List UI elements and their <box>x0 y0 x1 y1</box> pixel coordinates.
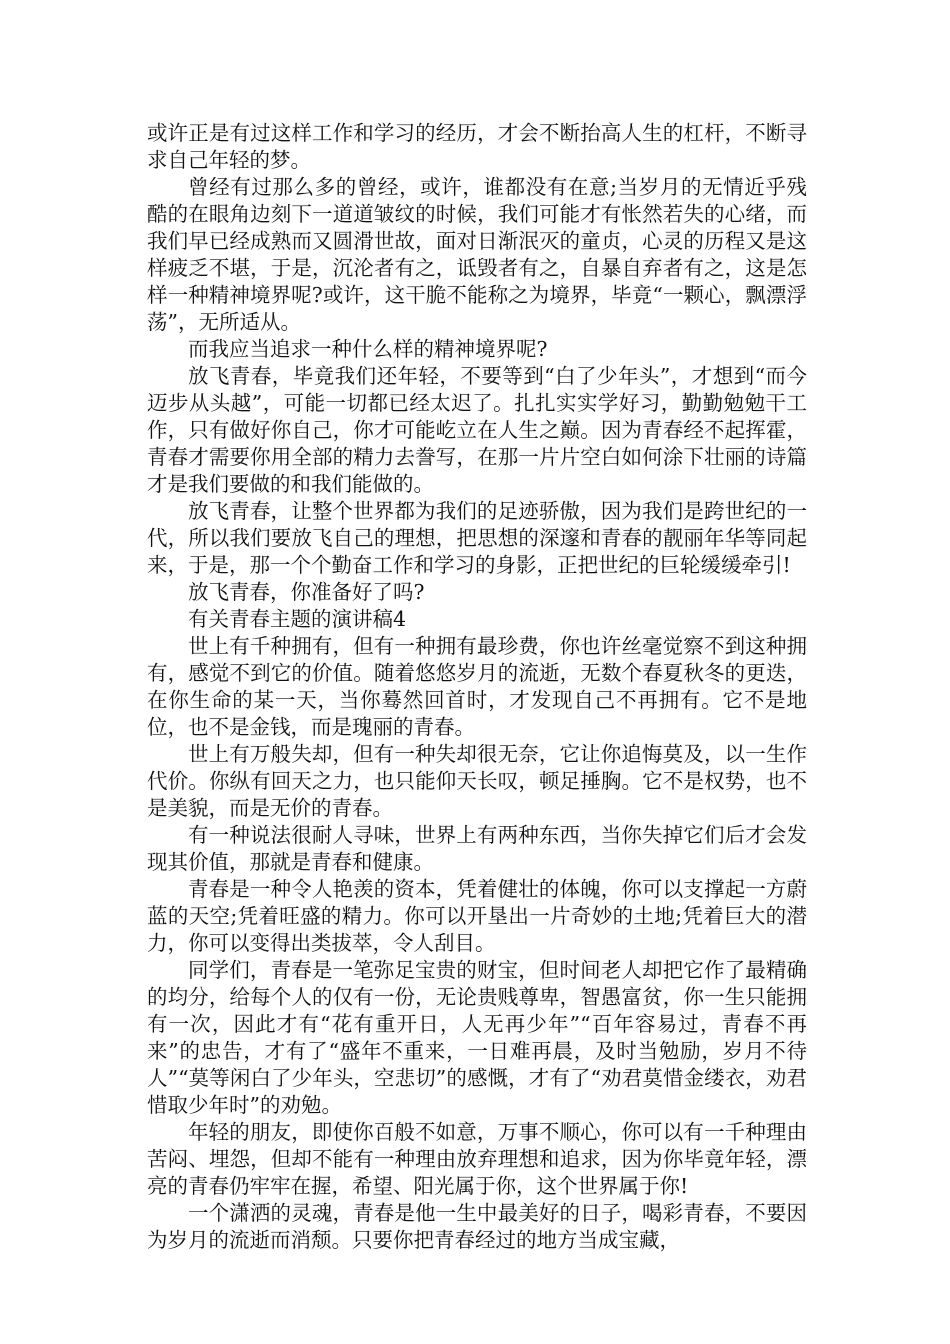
paragraph: 放飞青春，毕竟我们还年轻，不要等到“白了少年头”，才想到“而今迈步从头越”，可能一切都已经太迟了。扎扎实实学好习，勤勤勉勉干工作，只有做好你自己，你才可能屹立在人生之巅。因为青春经不起挥霍，青春才需要你用全部的精力去誊写，在那一片片空白如何涂下壮丽的诗篇才是我们要做的和我们能做的。 <box>147 364 807 496</box>
paragraph: 同学们，青春是一笔弥足宝贵的财宝，但时间老人却把它作了最精确的均分，给每个人的仅有一份，无论贵贱尊卑，智愚富贫，你一生只能拥有一次，因此才有“花有重开日，人无再少年”“百年容易过，青春不再来”的忠告，才有了“盛年不重来，一日难再晨，及时当勉励，岁月不待人”“莫等闲白了少年头，空悲切”的感慨，才有了“劝君莫惜金缕衣，劝君惜取少年时”的劝勉。 <box>147 958 807 1117</box>
paragraph: 或许正是有过这样工作和学习的经历，才会不断抬高人生的杠杆，不断寻求自己年轻的梦。 <box>147 121 807 172</box>
paragraph: 世上有千种拥有，但有一种拥有最珍费，你也许丝毫觉察不到这种拥有，感觉不到它的价值。随着悠悠岁月的流逝，无数个春夏秋冬的更迭，在你生命的某一天，当你蓦然回首时，才发现自己不再拥有。它不是地位，也不是金钱，而是瑰丽的青春。 <box>147 634 807 739</box>
section-heading: 有关青春主题的演讲稿4 <box>188 607 407 631</box>
paragraph: 青春是一种令人艳羡的资本，凭着健壮的体魄，你可以支撑起一方蔚蓝的天空;凭着旺盛的精力。你可以开垦出一片奇妙的土地;凭着巨大的潜力，你可以变得出类拔萃，令人刮目。 <box>147 877 807 955</box>
paragraph: 世上有万般失却，但有一种失却很无奈，它让你追悔莫及，以一生作代价。你纵有回天之力，也只能仰天长叹，顿足捶胸。它不是权势，也不是美貌，而是无价的青春。 <box>147 742 807 820</box>
paragraph: 年轻的朋友，即使你百般不如意，万事不顺心，你可以有一千种理由苦闷、埋怨，但却不能有一种理由放弃理想和追求，因为你毕竟年轻，漂亮的青春仍牢牢在握，希望、阳光属于你，这个世界属于你! <box>147 1120 807 1198</box>
paragraph: 一个潇洒的灵魂，青春是他一生中最美好的日子，喝彩青春，不要因为岁月的流逝而消颓。只要你把青春经过的地方当成宝藏， <box>147 1201 807 1252</box>
paragraph: 曾经有过那么多的曾经，或许，谁都没有在意;当岁月的无情近乎残酷的在眼角边刻下一道道皱纹的时候，我们可能才有怅然若失的心绪，而我们早已经成熟而又圆滑世故，面对日渐泯灭的童贞，心灵的历程又是这样疲乏不堪，于是，沉沦者有之，诋毁者有之，自暴自弃者有之，这是怎样一种精神境界呢?或许，这干脆不能称之为境界，毕竟“一颗心，飘漂浮荡”，无所适从。 <box>147 175 807 334</box>
paragraph: 而我应当追求一种什么样的精神境界呢? <box>188 337 548 361</box>
paragraph: 有一种说法很耐人寻味，世界上有两种东西，当你失掉它们后才会发现其价值，那就是青春和健康。 <box>147 823 807 874</box>
paragraph: 放飞青春，让整个世界都为我们的足迹骄傲，因为我们是跨世纪的一代，所以我们要放飞自己的理想，把思想的深邃和青春的靓丽年华等同起来，于是，那一个个勤奋工作和学习的身影，正把世纪的巨轮缓缓牵引! <box>147 499 807 577</box>
document-body <box>147 120 807 1254</box>
paragraph: 放飞青春，你准备好了吗? <box>188 580 425 604</box>
